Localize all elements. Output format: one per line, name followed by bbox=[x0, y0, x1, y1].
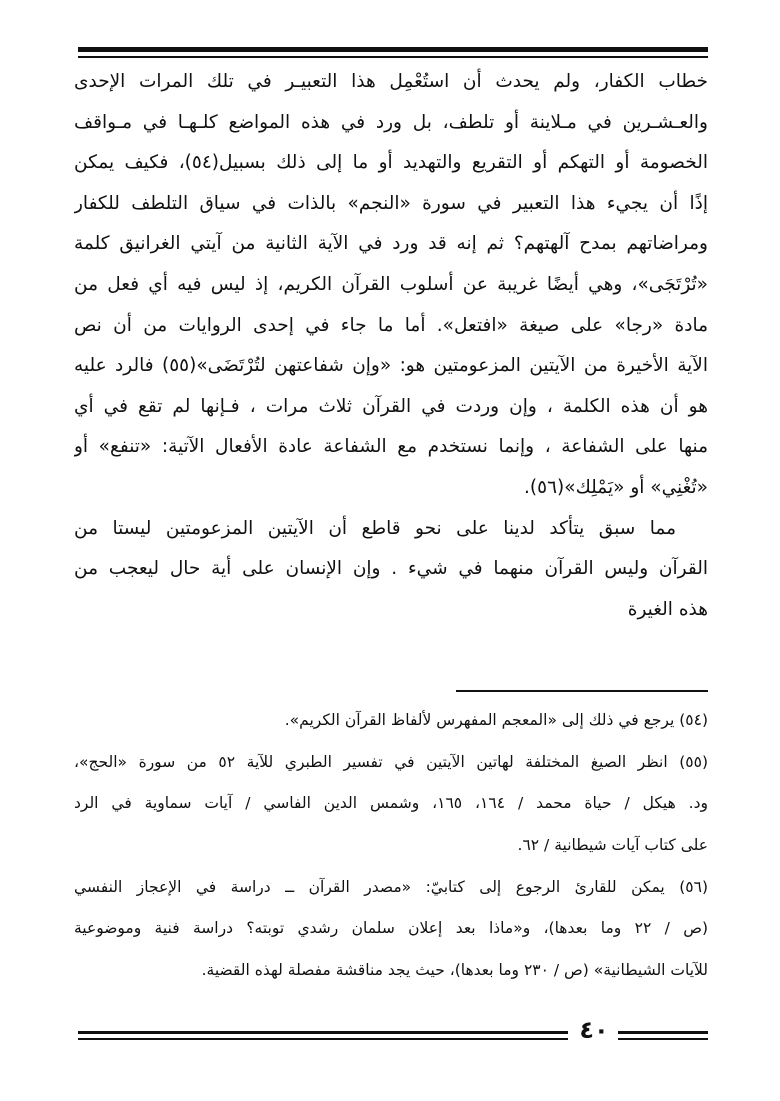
body-line: «تُغْنِي» أو «يَمْلِك»(٥٦). bbox=[524, 476, 708, 498]
footnote-line: على كتاب آيات شيطانية / ٦٢. bbox=[517, 836, 708, 855]
footnote-line: للآيات الشيطانية» (ص / ٢٣٠ وما بعدها)، حيث يجد مناقشة مفصلة لهذه القضية. bbox=[201, 961, 708, 980]
footnote-line: ود. هيكل / حياة محمد / ١٦٤، ١٦٥، وشمس الدين الفاسي / آيات سماوية في الرد bbox=[74, 794, 708, 813]
body-line: خطاب الكفار، ولم يحدث أن استُعْمِل هذا التعبيـر في تلك المرات الإحدى bbox=[74, 71, 708, 92]
top-rule-thin bbox=[78, 56, 708, 58]
footnote-line: (٥٦) يمكن للقارئ الرجوع إلى كتابيّ: «مصدر القرآن ــ دراسة في الإعجاز النفسي bbox=[74, 877, 708, 896]
footnote-line: (ص / ٢٢ وما بعدها)، و«ماذا بعد إعلان سلمان رشدي توبته؟ دراسة فنية وموضوعية bbox=[74, 919, 708, 938]
body-line: إذًا أن يجيء هذا التعبير في سورة «النجم» بالذات في سياق التلطف للكفار bbox=[74, 192, 708, 214]
footnote-line: (٥٥) انظر الصيغ المختلفة لهاتين الآيتين في تفسير الطبري للآية ٥٢ من سورة «الحج»، bbox=[74, 752, 708, 771]
body-line: ومراضاتهم بمدح آلهتهم؟ ثم إنه قد ورد في الآية الثانية من آيتي الغرانيق كلمة bbox=[74, 233, 708, 255]
footnotes bbox=[74, 700, 708, 992]
body-line: والعـشـرين في مـلاينة أو تلطف، بل ورد في هذه المواضع كلـهـا في مـواقف bbox=[74, 111, 708, 133]
top-rule-thick bbox=[78, 47, 708, 52]
footnote-line: (٥٤) يرجع في ذلك إلى «المعجم المفهرس لألفاظ القرآن الكريم». bbox=[284, 711, 708, 729]
body-line: «تُرْتَجَى»، وهي أيضًا غريبة عن أسلوب القرآن الكريم، إذ ليس فيه أي فعل من bbox=[74, 273, 708, 295]
body-line: الخصومة أو التهكم أو التقريع والتهديد أو ما إلى ذلك بسبيل(٥٤)، فكيف يمكن bbox=[74, 152, 708, 174]
body-line: هذه الغيرة bbox=[627, 598, 708, 620]
body-line: مما سبق يتأكد لدينا على نحو قاطع أن الآيتين المزعومتين ليستا من bbox=[74, 517, 676, 539]
page-number: ٤٠ bbox=[579, 1016, 609, 1044]
body-line: القرآن وليس القرآن منهما في شيء . وإن الإنسان على أية حال ليعجب من bbox=[74, 558, 708, 580]
bottom-rule-right-thin bbox=[618, 1038, 708, 1040]
body-line: هو أن هذه الكلمة ، وإن وردت في القرآن ثلاث مرات ، فـإنها لم تقع في أي bbox=[74, 395, 708, 417]
body-line: منها على الشفاعة ، وإنما نستخدم مع الشفاعة عادة الأفعال الآتية: «تنفع» أو bbox=[74, 436, 708, 458]
body-line: مادة «رجا» على صيغة «افتعل». أما ما جاء في إحدى الروايات من أن نص bbox=[74, 314, 708, 336]
body-text bbox=[74, 62, 708, 630]
footnote-separator bbox=[456, 690, 708, 692]
body-line: الآية الأخيرة من الآيتين المزعومتين هو: «وإن شفاعتهن لتُرْتَضَى»(٥٥) فالرد عليه bbox=[74, 355, 708, 377]
bottom-rule-right-thick bbox=[618, 1031, 708, 1034]
bottom-rule-left-thin bbox=[78, 1038, 568, 1040]
bottom-rule-left-thick bbox=[78, 1031, 568, 1034]
